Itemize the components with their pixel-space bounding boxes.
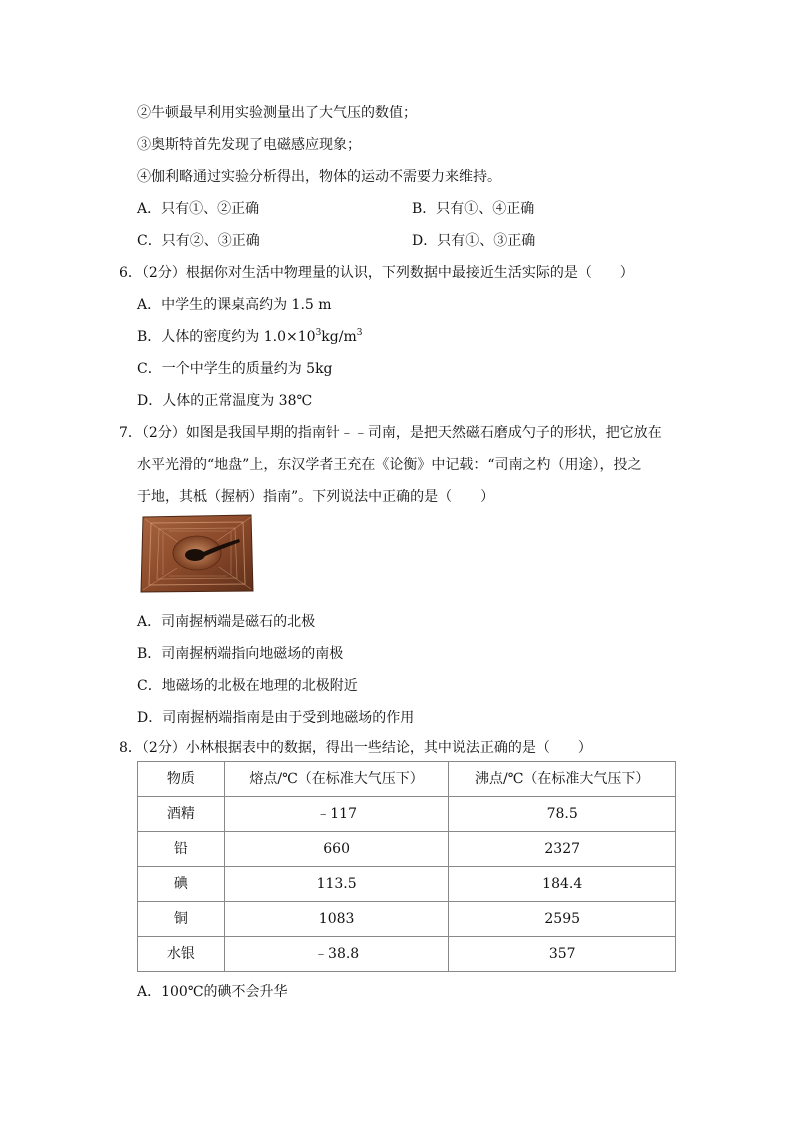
table-header-row [138,762,676,797]
q7-option-a: A．司南握柄端是磁石的北极 [137,614,316,630]
table-cell: 铜 [138,902,225,937]
q6-option-b-unit-exponent: 3 [356,328,363,338]
q5-statement-3: ③奥斯特首先发现了电磁感应现象； [137,137,361,153]
q7-option-c: C．地磁场的北极在地理的北极附近 [137,678,358,694]
sinan-compass-image [139,513,255,594]
q6-option-b [137,327,362,347]
q7-option-b: B．司南握柄端指向地磁场的南极 [137,646,344,662]
table-cell: ﹣117 [224,797,449,832]
table-cell: 113.5 [224,867,449,902]
q6-option-b-text: B．人体的密度约为 1.0×10 [137,329,316,345]
q7-option-d: D．司南握柄端指南是由于受到地磁场的作用 [137,710,415,726]
q7-stem-line-1: 7．（2分）如图是我国早期的指南针﹣﹣司南，是把天然磁石磨成勺子的形状，把它放在 [119,425,662,441]
table-row [138,797,676,832]
table-cell: 2327 [449,832,676,867]
q6-option-b-unit: kg/m [321,329,357,345]
q5-option-d: D．只有①、③正确 [412,233,536,249]
table-cell: 酒精 [138,797,225,832]
q8-stem: 8．（2分）小林根据表中的数据，得出一些结论，其中说法正确的是（ ） [119,740,592,756]
q6-stem: 6．（2分）根据你对生活中物理量的认识，下列数据中最接近生活实际的是（ ） [119,265,634,281]
table-header-cell: 沸点/℃（在标准大气压下） [449,762,676,797]
table-header-cell: 熔点/℃（在标准大气压下） [224,762,449,797]
q6-option-d: D．人体的正常温度为 38℃ [137,393,313,409]
q5-statement-4: ④伽利略通过实验分析得出，物体的运动不需要力来维持。 [137,169,501,185]
table-row [138,867,676,902]
q6-option-b-exponent: 3 [315,328,322,338]
table-header-cell: 物质 [138,762,225,797]
table-cell: 碘 [138,867,225,902]
table-cell: 1083 [224,902,449,937]
table-row [138,902,676,937]
table-cell: 357 [449,937,676,972]
table-cell: 184.4 [449,867,676,902]
table-cell: 水银 [138,937,225,972]
q5-option-a: A．只有①、②正确 [137,201,260,217]
q7-stem-line-2: 水平光滑的“地盘”上，东汉学者王充在《论衡》中记载：“司南之杓（用途），投之 [137,457,642,473]
table-cell: 660 [224,832,449,867]
q7-stem-line-3: 于地，其柢（握柄）指南”。下列说法中正确的是（ ） [137,489,495,505]
q5-statement-2: ②牛顿最早利用实验测量出了大气压的数值； [137,105,417,121]
q6-option-a: A．中学生的课桌高约为 1.5 m [137,297,332,313]
q5-option-c: C．只有②、③正确 [137,233,260,249]
table-cell: 2595 [449,902,676,937]
q8-option-a: A．100℃的碘不会升华 [137,984,288,1000]
table-cell: 铅 [138,832,225,867]
q5-option-b: B．只有①、④正确 [412,201,535,217]
q6-option-c: C．一个中学生的质量约为 5kg [137,361,333,377]
table-row [138,937,676,972]
table-cell: 78.5 [449,797,676,832]
table-cell: ﹣38.8 [224,937,449,972]
table-row [138,832,676,867]
melting-boiling-table [137,761,676,972]
